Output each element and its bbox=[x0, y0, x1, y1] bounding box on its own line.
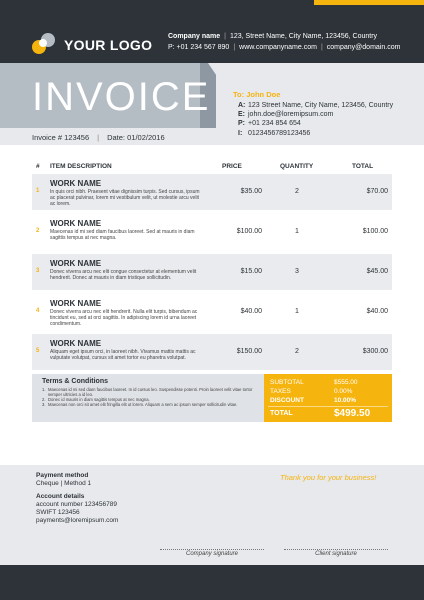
col-num: # bbox=[36, 163, 40, 170]
terms-item-text: Donec id mauris in diam sagittis tempus at nec magna. bbox=[48, 397, 150, 402]
row-price: $15.00 bbox=[240, 268, 262, 275]
logo-icon bbox=[30, 32, 58, 56]
phone-label: P: bbox=[238, 120, 245, 128]
row-qty: 3 bbox=[295, 268, 299, 275]
recipient-details bbox=[238, 101, 393, 138]
total-label: TOTAL bbox=[270, 410, 293, 417]
discount-row bbox=[270, 397, 386, 404]
row-qty: 1 bbox=[295, 228, 299, 235]
row-price: $40.00 bbox=[240, 308, 262, 315]
row-price: $100.00 bbox=[236, 228, 262, 235]
recipient-account: 0123456789123456 bbox=[248, 129, 311, 137]
row-description: Aliquam eget ipsum orci, in laoreet nibh. Vivamus mattis mattis ac vulputate volutpat, cursus sit amet tortor eu pharetra volutpat. bbox=[50, 349, 196, 362]
terms-item-text: Maecenas non orci sit amet elit fringilla elit ut lorem. Aliquam a sem ac ipsum semper sollicitudin vitae. bbox=[48, 402, 238, 407]
subtotal-label: SUBTOTAL bbox=[270, 379, 304, 386]
row-total: $40.00 bbox=[366, 308, 388, 315]
row-description: Donec viverra arcu nec elit congue consectetur at elementum velit hendrerit. Donec at mauris in diam tristique sollicitudin. bbox=[50, 269, 197, 282]
col-item: ITEM DESCRIPTION bbox=[50, 163, 112, 170]
company-info: Company name | 123, Street Name, City Name, 123456, Country P: +01 234 567 890 | www.companyname.com | company@domain.com bbox=[168, 33, 401, 51]
account-label: I: bbox=[238, 129, 243, 137]
client-signature-line bbox=[284, 549, 388, 550]
total-row bbox=[270, 410, 386, 417]
account-details-label: Account details bbox=[36, 493, 85, 500]
recipient-address: 123 Street Name, City Name, 123456, Country bbox=[248, 102, 394, 109]
col-price: PRICE bbox=[222, 163, 242, 170]
company-signature-line bbox=[160, 549, 264, 550]
col-qty: QUANTITY bbox=[280, 163, 314, 170]
logo-text: YOUR LOGO bbox=[64, 37, 153, 53]
recipient-email[interactable]: john.doe@loremipsum.com bbox=[248, 111, 334, 119]
company-email[interactable]: company@domain.com bbox=[326, 44, 401, 51]
terms-item: 3. Maecenas non orci sit amet elit fringilla elit ut lorem. Aliquam a sem ac ipsum semper sollicitudin vitae. bbox=[42, 402, 238, 407]
total-value: $499.50 bbox=[334, 408, 371, 419]
terms-section bbox=[32, 374, 264, 422]
company-address: 123, Street Name, City Name, 123456, Country bbox=[229, 33, 378, 40]
table-row bbox=[32, 254, 392, 290]
row-total: $70.00 bbox=[366, 188, 388, 195]
row-description: Maecenas id mi sed diam faucibus laoreet. Sed at mauris in diam sagittis tempus at nec magna. bbox=[50, 229, 195, 242]
header-bar bbox=[0, 5, 424, 63]
address-label: A: bbox=[238, 102, 246, 109]
row-total: $100.00 bbox=[362, 228, 388, 235]
taxes-row bbox=[270, 388, 386, 395]
payment-method: Cheque | Method 1 bbox=[36, 480, 92, 487]
taxes-label: TAXES bbox=[270, 388, 291, 395]
company-signature-label: Company signature bbox=[185, 551, 239, 557]
discount-value: 10.00% bbox=[334, 397, 357, 404]
table-header bbox=[32, 163, 392, 173]
recipient-heading bbox=[233, 90, 280, 99]
row-price: $35.00 bbox=[240, 188, 262, 195]
totals-box bbox=[264, 374, 392, 422]
subtotal-row bbox=[270, 379, 386, 386]
terms-title: Terms & Conditions bbox=[42, 378, 108, 385]
row-number: 3 bbox=[36, 268, 40, 274]
table-row bbox=[32, 294, 392, 330]
payment-details bbox=[36, 472, 118, 525]
row-name: WORK NAME bbox=[50, 259, 102, 268]
account-number: account number 123456789 bbox=[36, 501, 117, 508]
subtotal-value: $555.00 bbox=[334, 379, 358, 386]
swift-code: SWIFT 123456 bbox=[36, 509, 80, 516]
invoice-date: Date: 01/02/2016 bbox=[107, 133, 165, 142]
discount-label: DISCOUNT bbox=[270, 397, 304, 404]
row-qty: 1 bbox=[295, 308, 299, 315]
row-qty: 2 bbox=[295, 188, 299, 195]
client-signature-label: Client signature bbox=[315, 551, 357, 557]
terms-item: 2. Donec id mauris in diam sagittis tempus at nec magna. bbox=[42, 397, 150, 402]
table-row bbox=[32, 174, 392, 210]
row-number: 2 bbox=[36, 228, 40, 234]
terms-item-text: Maecenas id mi sed diam faucibus laoreet. In id cursus leo. Suspendisse potenti. Proin laoreet velit vitae tortor semper ultricies a id leo. bbox=[48, 387, 253, 397]
row-description: Donec viverra arcu nec elit hendrerit. Nulla elit turpis, bibendum ac tincidunt eu, sed at orci sagittis. In adipiscing lorem id urna laoreet condimentum. bbox=[50, 309, 198, 328]
row-qty: 2 bbox=[295, 348, 299, 355]
row-name: WORK NAME bbox=[50, 339, 102, 348]
table-row bbox=[32, 334, 392, 370]
company-website[interactable]: www.companyname.com bbox=[239, 44, 317, 51]
company-phone: P: +01 234 567 890 bbox=[168, 44, 230, 51]
invoice-meta: Invoice # 123456 | Date: 01/02/2016 bbox=[32, 133, 165, 142]
row-total: $45.00 bbox=[366, 268, 388, 275]
invoice-number: Invoice # 123456 bbox=[32, 133, 90, 142]
row-name: WORK NAME bbox=[50, 299, 102, 308]
email-label: E: bbox=[238, 111, 245, 119]
company-name-label: Company name bbox=[168, 33, 221, 40]
recipient-name: John Doe bbox=[246, 90, 281, 99]
recipient-phone: +01 234 854 654 bbox=[248, 120, 301, 128]
invoice-title: INVOICE bbox=[32, 75, 211, 119]
footer-bar bbox=[0, 565, 424, 600]
terms-item: 1. Maecenas id mi sed diam faucibus laoreet. In id cursus leo. Suspendisse potenti. Proin laoreet velit vitae tortor semper ultricies a id leo. bbox=[42, 387, 253, 397]
taxes-value: 0.00% bbox=[334, 388, 353, 395]
row-description: In quis orci nibh. Praesent vitae dignissim turpis. Sed cursus, ipsum ac placerat pulvinar, lorem mi vestibulum velit, ut molestie arcu velit ac lorem. bbox=[50, 189, 200, 208]
row-name: WORK NAME bbox=[50, 179, 102, 188]
row-number: 4 bbox=[36, 308, 40, 314]
table-row bbox=[32, 214, 392, 250]
row-name: WORK NAME bbox=[50, 219, 102, 228]
col-total: TOTAL bbox=[352, 163, 374, 170]
row-price: $150.00 bbox=[236, 348, 262, 355]
terms-list bbox=[42, 387, 257, 407]
recipient-to-label: To: bbox=[233, 90, 245, 99]
row-number: 5 bbox=[36, 348, 40, 354]
thank-you-note: Thank you for your business! bbox=[280, 473, 377, 482]
payment-method-label: Payment method bbox=[36, 472, 89, 479]
payment-email[interactable]: payments@loremipsum.com bbox=[36, 517, 119, 524]
row-total: $300.00 bbox=[362, 348, 388, 355]
row-number: 1 bbox=[36, 188, 40, 194]
